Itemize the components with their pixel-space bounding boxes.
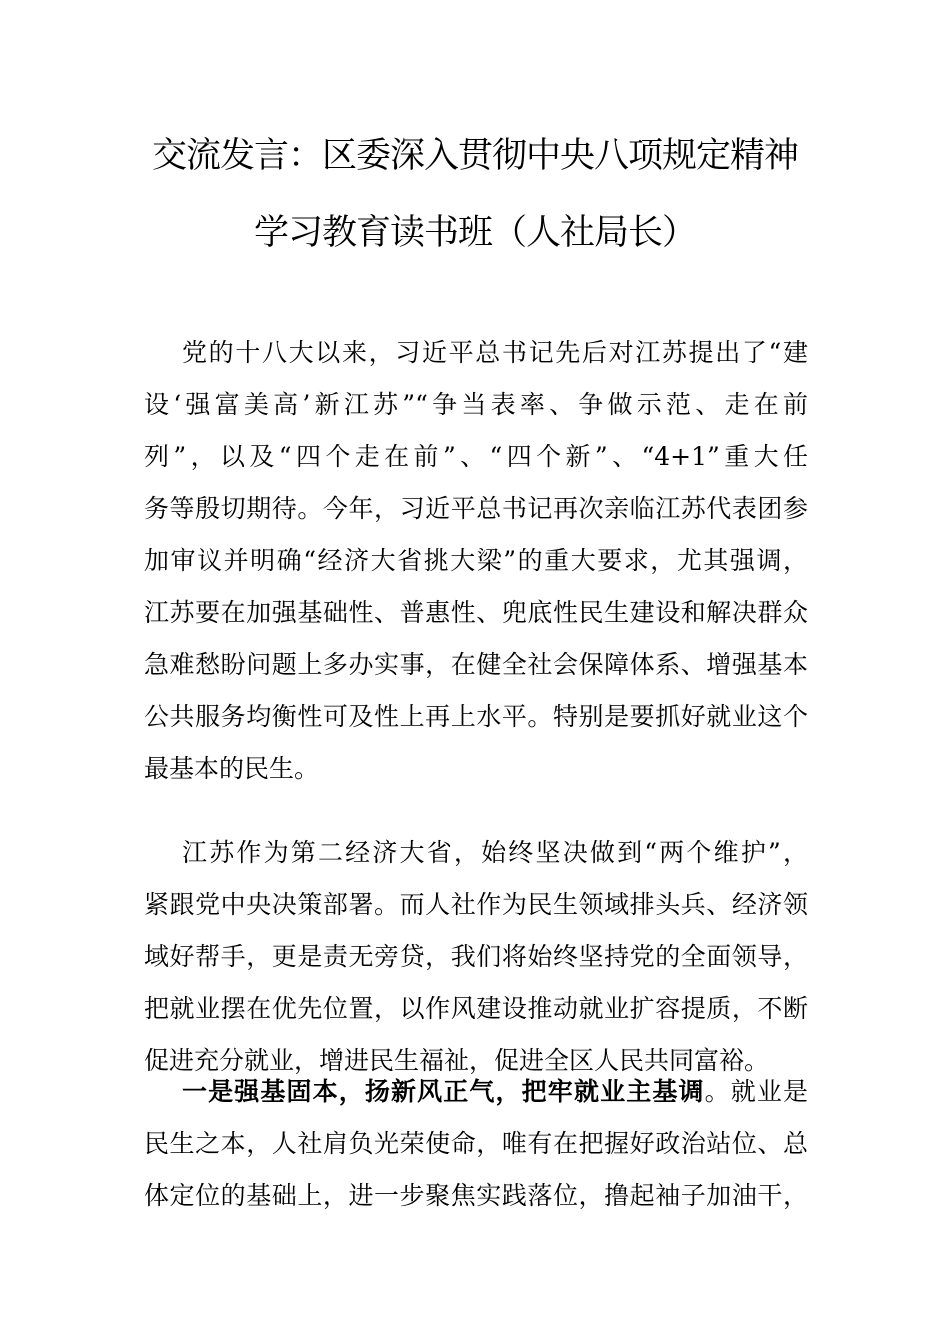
paragraph-line: 江苏要在加强基础性、普惠性、兜底性民生建设和解决群众 (144, 598, 808, 627)
paragraph-2 (144, 827, 808, 1087)
document-title-line-1: 交流发言：区委深入贯彻中央八项规定精神 (151, 136, 798, 176)
paragraph-line: 急难愁盼问题上多办实事，在健全社会保障体系、增强基本 (144, 650, 808, 679)
paragraph-line: 体定位的基础上，进一步聚焦实践落位，撸起袖子加油干， (144, 1181, 808, 1210)
paragraph-line: 公共服务均衡性可及性上再上水平。特别是要抓好就业这个 (144, 702, 808, 731)
paragraph-1 (144, 327, 808, 795)
paragraph-text: 。就业是 (704, 1077, 808, 1106)
paragraph-3 (144, 1066, 808, 1222)
document-title-line-2: 学习教育读书班（人社局长） (253, 213, 696, 253)
paragraph-line: 务等殷切期待。今年，习近平总书记再次亲临江苏代表团参 (144, 494, 808, 523)
paragraph-line: 江苏作为第二经济大省，始终坚决做到“两个维护”， (182, 838, 808, 867)
paragraph-line: 民生之本，人社肩负光荣使命，唯有在把握好政治站位、总 (144, 1129, 808, 1158)
paragraph-line: 把就业摆在优先位置，以作风建设推动就业扩容提质，不断 (144, 994, 808, 1023)
paragraph-line: 促进充分就业，增进民生福祉，促进全区人民共同富裕。 (144, 1046, 770, 1075)
paragraph-line: 最基本的民生。 (144, 754, 320, 783)
section-heading: 一是强基固本，扬新风正气，把牢就业主基调 (182, 1077, 705, 1106)
paragraph-line: 紧跟党中央决策部署。而人社作为民生领域排头兵、经济领 (144, 890, 808, 919)
paragraph-first-line (144, 1066, 808, 1118)
paragraph-line: 域好帮手，更是责无旁贷，我们将始终坚持党的全面领导， (144, 942, 808, 971)
paragraph-line: 列”，以及“四个走在前”、“四个新”、“4+1”重大任 (144, 442, 808, 471)
paragraph-line: 设‘强富美高’新江苏”“争当表率、争做示范、走在前 (144, 390, 808, 419)
paragraph-line: 加审议并明确“经济大省挑大梁”的重大要求，尤其强调， (144, 546, 808, 575)
paragraph-line: 党的十八大以来，习近平总书记先后对江苏提出了“建 (182, 338, 808, 367)
